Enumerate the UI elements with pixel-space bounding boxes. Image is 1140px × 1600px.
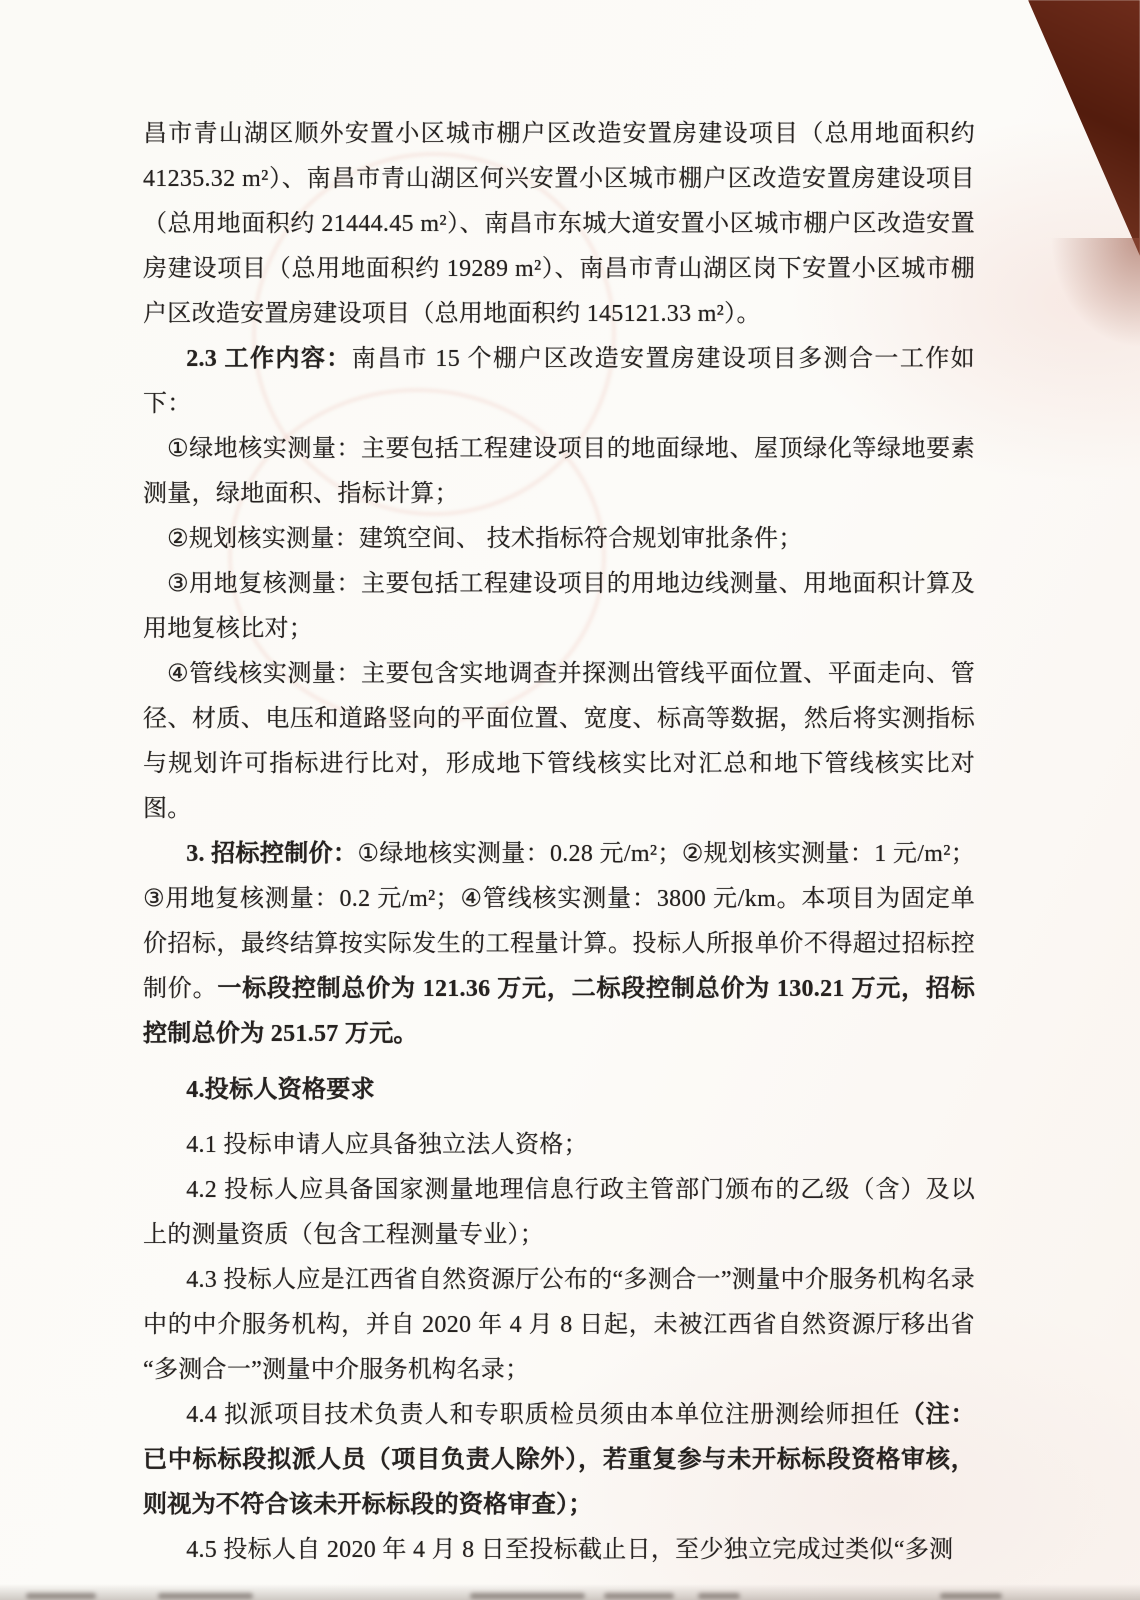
text-run: 4.1 投标申请人应具备独立法人资格； xyxy=(186,1132,588,1158)
paragraph xyxy=(143,1258,975,1393)
paragraph xyxy=(143,832,975,1057)
text-run: 2.3 工作内容： xyxy=(186,346,352,372)
text-run: 4.4 拟派项目技术负责人和专职质检员须由本单位注册测绘师担任 xyxy=(186,1402,901,1428)
paragraph xyxy=(143,112,975,337)
text-run: （注：已中标标段拟派人员（项目负责人除外），若重复参与未开标标段资格审核，则视为不符合该未开标标段的资格审查）； xyxy=(143,1402,975,1518)
paragraph xyxy=(143,1168,975,1258)
text-run: ①绿地核实测量：主要包括工程建设项目的地面绿地、屋顶绿化等绿地要素测量，绿地面积、指标计算； xyxy=(143,436,975,507)
paragraph xyxy=(143,337,975,427)
scan-smudge xyxy=(26,1593,96,1599)
scan-smudge xyxy=(698,1593,740,1599)
scan-smudge xyxy=(470,1593,585,1599)
scan-corner-fade xyxy=(1050,238,1140,348)
scan-smudge xyxy=(940,1593,1002,1599)
paragraph xyxy=(143,427,975,517)
text-run: 昌市青山湖区顺外安置小区城市棚户区改造安置房建设项目（总用地面积约 41235.32 m²）、南昌市青山湖区何兴安置小区城市棚户区改造安置房建设项目（总用地面积约 21444.45 m²）、南昌市东城大道安置小区城市棚户区改造安置房建设项目（总用地面积约 19289 m²）、南昌市青山湖区岗下安置小区城市棚户区改造安置房建设项目（总用地面积约 145121.33 m²）。 xyxy=(143,121,975,327)
paragraph xyxy=(143,652,975,832)
section-heading xyxy=(143,1068,975,1113)
text-run: 4.投标人资格要求 xyxy=(186,1077,375,1103)
document-body xyxy=(143,112,975,1573)
text-run: 4.3 投标人应是江西省自然资源厅公布的“多测合一”测量中介服务机构名录中的中介服务机构，并自 2020 年 4 月 8 日起，未被江西省自然资源厅移出省“多测合一”测量中介服务机构名录； xyxy=(143,1267,975,1383)
scan-corner-fold xyxy=(1028,0,1140,256)
paragraph xyxy=(143,1528,975,1573)
paragraph xyxy=(143,1393,975,1528)
text-run: 一标段控制总价为 121.36 万元，二标段控制总价为 130.21 万元，招标控制总价为 251.57 万元。 xyxy=(143,976,976,1047)
text-run: ②规划核实测量：建筑空间、 技术指标符合规划审批条件； xyxy=(167,526,803,552)
paragraph xyxy=(143,562,975,652)
scan-smudge xyxy=(604,1593,674,1599)
text-run: 3. 招标控制价： xyxy=(186,841,358,867)
paragraph xyxy=(143,1123,975,1168)
text-run: ①绿地核实测量：0.28 元/m²；②规划核实测量：1 元/m²；③用地复核测量：0.2 元/m²；④管线核实测量：3800 元/km。本项目为固定单价招标，最终结算按实际发生的工程量计算。投标人所报单价不得超过招标控制价。 xyxy=(143,841,975,1002)
text-run: ③用地复核测量：主要包括工程建设项目的用地边线测量、用地面积计算及用地复核比对； xyxy=(143,571,975,642)
text-run: 4.5 投标人自 2020 年 4 月 8 日至投标截止日，至少独立完成过类似“多测 xyxy=(186,1537,954,1563)
paragraph xyxy=(143,517,975,562)
text-run: ④管线核实测量：主要包含实地调查并探测出管线平面位置、平面走向、管径、材质、电压和道路竖向的平面位置、宽度、标高等数据，然后将实测指标与规划许可指标进行比对，形成地下管线核实比对汇总和地下管线核实比对图。 xyxy=(143,661,975,822)
text-run: 4.2 投标人应具备国家测量地理信息行政主管部门颁布的乙级（含）及以上的测量资质（包含工程测量专业）； xyxy=(143,1177,975,1248)
text-run: 南昌市 15 个棚户区改造安置房建设项目多测合一工作如下： xyxy=(143,346,975,417)
scan-smudge xyxy=(158,1593,253,1599)
